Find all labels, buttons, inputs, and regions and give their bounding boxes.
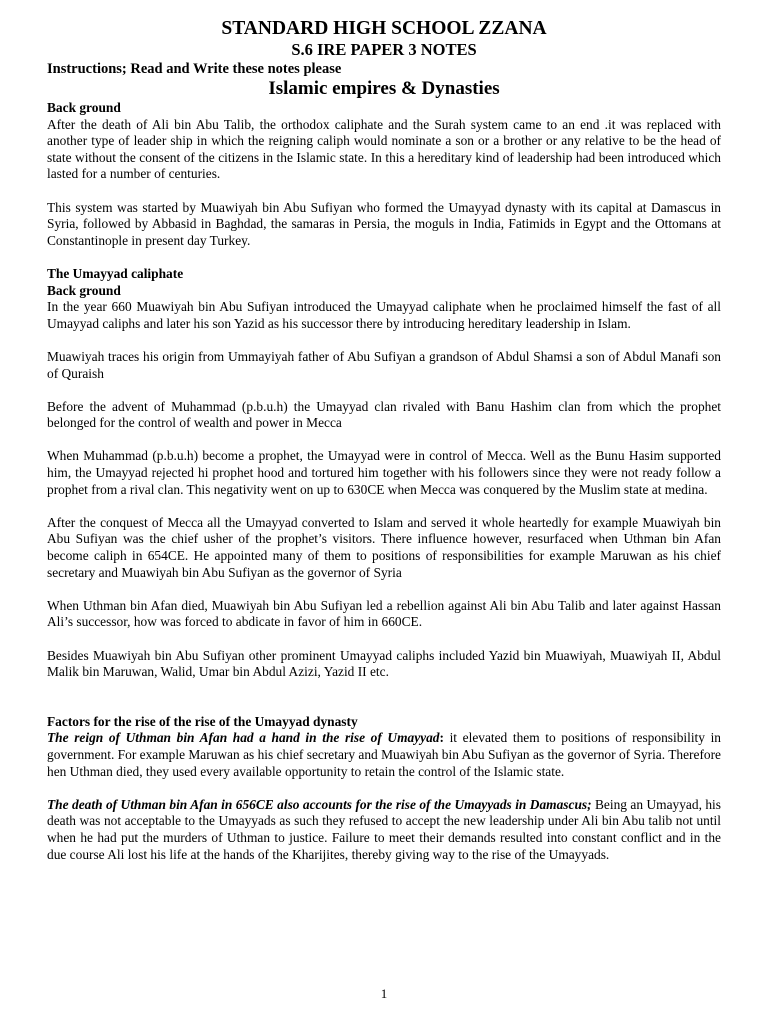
umayyad-paragraph-2: Muawiyah traces his origin from Ummayiyah father of Abu Sufiyan a grandson of Abdul Shamsi a son of Abdul Manafi son of Quraish	[47, 348, 721, 381]
factor-1-colon: :	[439, 730, 444, 746]
umayyad-paragraph-4: When Muhammad (p.b.u.h) become a prophet, the Umayyad were in control of Mecca. Well as the Bunu Hasim supported him, the Umayyad rejected hi prophet hood and tortured him together with his followers since they were not ready follow a prophet from a rival clan. This negativity went on up to 630CE when Mecca was conquered by the Muslim state at medina.	[47, 448, 721, 497]
instructions: Instructions; Read and Write these notes please	[47, 61, 342, 77]
umayyad-background-heading: Back ground	[47, 282, 121, 298]
background-heading: Back ground	[47, 100, 121, 115]
factor-1-text: it elevated them to positions of responsibility in government. For example Maruwan as his chief secretary and Muawiyah bin Abu Sufiyan as the governor of Syria. Therefore hen Uthman died, they used every available opportunity to retain the control of the Islamic state.	[47, 730, 722, 779]
factor-2-text: Being an Umayyad, his death was not acceptable to the Umayyads as such they refused to accept the new leadership under Ali bin Abu talib not until when he had put the murders of Uthman to justice. Failure to meet their demands resulted into constant conflict and in the due course Ali lost his life at the hands of the Kharijites, thereby giving way to the rise of the Umayyads.	[47, 796, 721, 862]
factor-paragraph-2	[47, 797, 721, 863]
factor-2-lead: The death of Uthman bin Afan in 656CE also accounts for the rise of the Umayyads in Damascus;	[47, 796, 592, 812]
factors-heading: Factors for the rise of the rise of the Umayyad dynasty	[47, 713, 358, 729]
umayyad-paragraph-1: In the year 660 Muawiyah bin Abu Sufiyan introduced the Umayyad caliphate when he proclaimed himself the fast of all Umayyad caliphs and later his son Yazid as his successor there by introducing hereditary leadership in Islam.	[47, 299, 721, 331]
umayyad-paragraph-3: Before the advent of Muhammad (p.b.u.h) the Umayyad clan rivaled with Banu Hashim clan from which the prophet belonged for the control of wealth and power in Mecca	[47, 398, 721, 431]
document-title: Islamic empires & Dynasties	[268, 78, 500, 99]
umayyad-paragraph-5: After the conquest of Mecca all the Umayyad converted to Islam and served it whole heartedly for example Muawiyah bin Abu Sufiyan was the chief usher of the prophet’s visitors. There influence however, resurfaced when Uthman bin Afan become caliph in 654CE. He appointed many of them to positions of responsibilities for example Maruwan as his chief secretary and Muawiyah bin Abu Sufiyan as the governor of Syria	[47, 514, 721, 580]
umayyad-heading: The Umayyad caliphate	[47, 265, 184, 281]
umayyad-paragraph-7: Besides Muawiyah bin Abu Sufiyan other prominent Umayyad caliphs included Yazid bin Muawiyah, Muawiyah II, Abdul Malik bin Maruwan, Walid, Umar bin Abdul Azizi, Yazid II etc.	[47, 647, 721, 680]
factor-paragraph-1	[47, 730, 721, 780]
background-paragraph-2: This system was started by Muawiyah bin Abu Sufiyan who formed the Umayyad dynasty with its capital at Damascus in Syria, followed by Abbasid in Baghdad, the samaras in Persia, the moguls in India, Fatimids in Egypt and the Ottomans at Constantinople in present day Turkey.	[47, 199, 721, 248]
background-paragraph-1: After the death of Ali bin Abu Talib, the orthodox caliphate and the Surah system came to an end .it was replaced with another type of leader ship in which the reigning caliph would nominate a son or a brother or any relative to be the head of state without the consent of the citizens in the Islamic state. In this a hereditary kind of leadership had been introduced which lasted for a number of centuries.	[47, 116, 721, 182]
factor-1-lead: The reign of Uthman bin Afan had a hand in the rise of Umayyad	[47, 730, 440, 746]
page-number: 1	[380, 986, 388, 1001]
umayyad-paragraph-6: When Uthman bin Afan died, Muawiyah bin Abu Sufiyan led a rebellion against Ali bin Abu Talib and later against Hassan Ali’s successor, how was forced to abdicate in favor of him in 660CE.	[47, 597, 721, 630]
school-name: STANDARD HIGH SCHOOL ZZANA	[221, 18, 547, 39]
paper-title: S.6 IRE PAPER 3 NOTES	[291, 40, 477, 59]
